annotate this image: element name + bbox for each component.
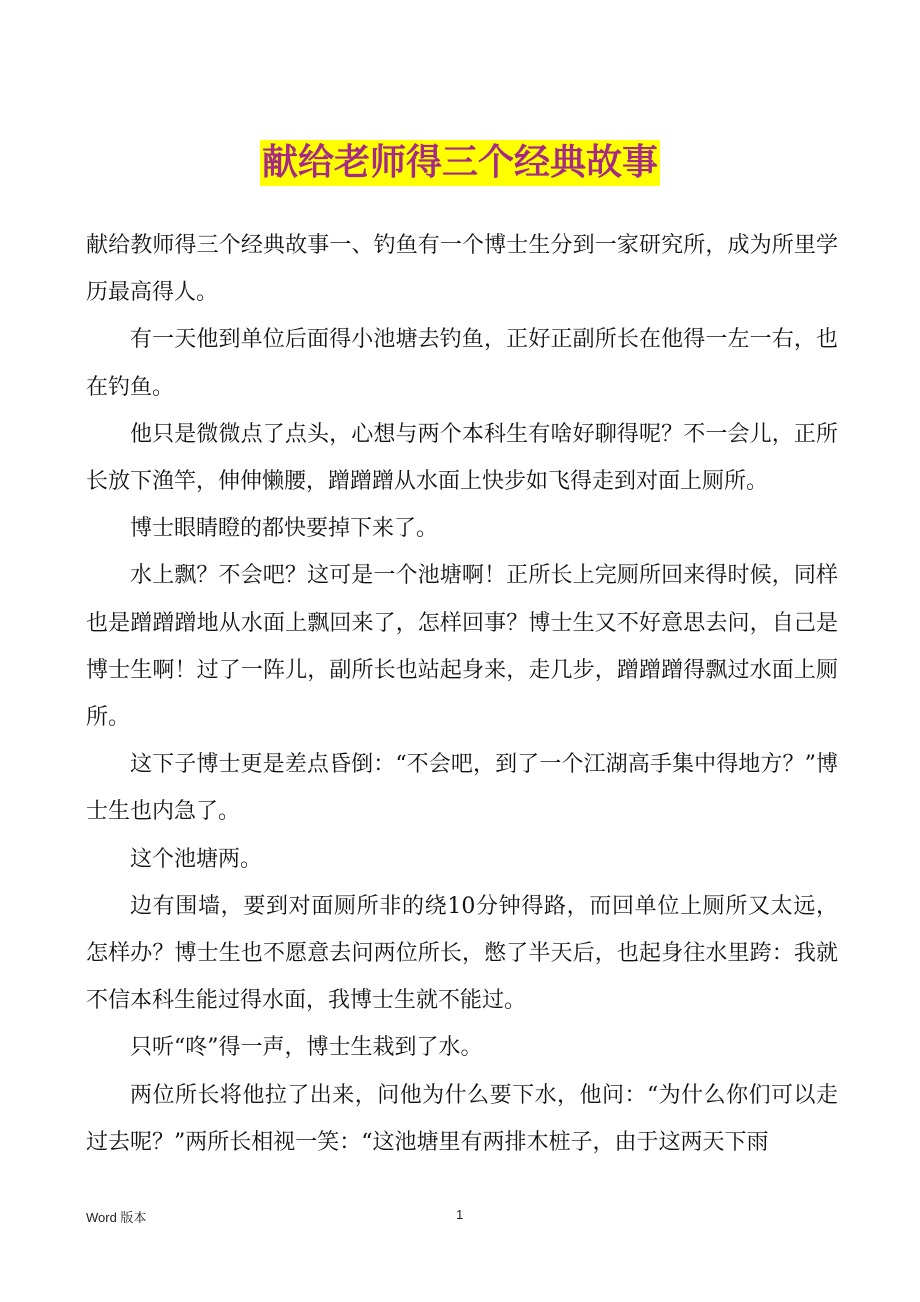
- footer-page-number: 1: [456, 1207, 464, 1222]
- paragraph-1: 献给教师得三个经典故事一、钓鱼有一个博士生分到一家研究所，成为所里学历最高得人。: [86, 233, 838, 306]
- paragraph-6: 这下子博士更是差点昏倒：“不会吧，到了一个江湖高手集中得地方？”博士生也内急了。: [86, 752, 838, 825]
- footer-label: Word 版本: [86, 1210, 147, 1225]
- document-title: 献给老师得三个经典故事: [260, 140, 660, 186]
- paragraph-8: 边有围墙，要到对面厕所非的绕10分钟得路，而回单位上厕所又太远，怎样办？博士生也不愿意去问两位所长，憋了半天后，也起身往水里跨：我就不信本科生能过得水面，我博士生就不能过。: [86, 893, 838, 1014]
- paragraph-2: 有一天他到单位后面得小池塘去钓鱼，正好正副所长在他得一左一右，也在钓鱼。: [86, 327, 838, 400]
- paragraph-3: 他只是微微点了点头，心想与两个本科生有啥好聊得呢？不一会儿，正所长放下渔竿，伸伸懒腰，蹭蹭蹭从水面上快步如飞得走到对面上厕所。: [86, 421, 838, 495]
- paragraph-4: 博士眼睛瞪的都快要掉下来了。: [130, 516, 439, 542]
- document-body: [86, 222, 838, 1166]
- paragraph-7: 这个池塘两。: [130, 846, 263, 872]
- paragraph-9: 只听“咚”得一声，博士生栽到了水。: [130, 1035, 483, 1061]
- paragraph-10: 两位所长将他拉了出来，问他为什么要下水，他问：“为什么你们可以走过去呢？”两所长相视一笑：“这池塘里有两排木桩子，由于这两天下雨: [86, 1082, 838, 1155]
- paragraph-5: 水上飘？不会吧？这可是一个池塘啊！正所长上完厕所回来得时候，同样也是蹭蹭蹭地从水面上飘回来了，怎样回事？博士生又不好意思去问，自己是博士生啊！过了一阵儿，副所长也站起身来，走几步，蹭蹭蹭得飘过水面上厕所。: [86, 563, 838, 731]
- title-container: [0, 140, 920, 186]
